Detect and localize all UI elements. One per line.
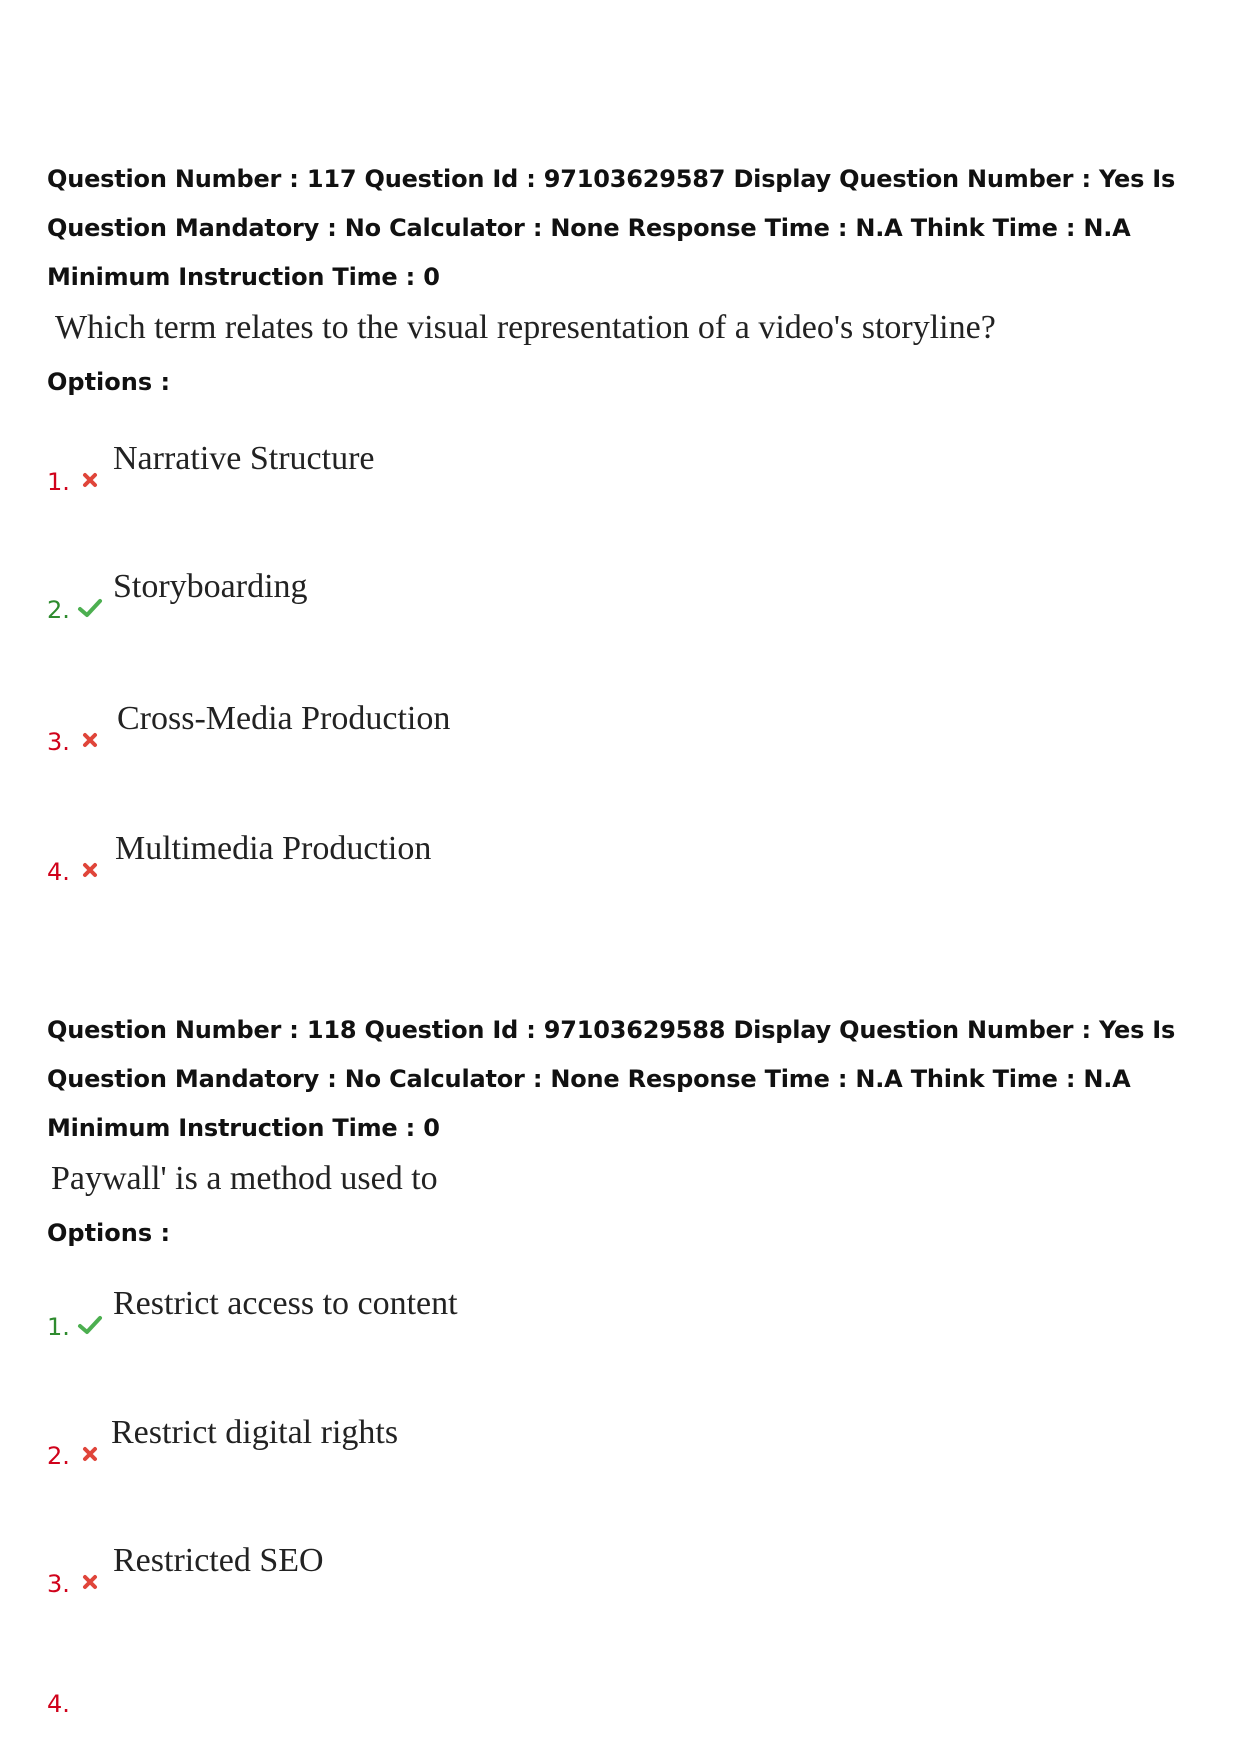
option-item[interactable]	[47, 830, 1047, 890]
option-text: Multimedia Production	[115, 830, 432, 867]
option-number: 3.	[47, 1570, 70, 1598]
cross-icon	[77, 728, 103, 752]
option-number: 2.	[47, 1442, 70, 1470]
option-item[interactable]	[47, 1285, 1047, 1345]
option-text: Cross-Media Production	[117, 700, 451, 737]
option-number: 4.	[47, 1690, 70, 1718]
option-item[interactable]	[47, 1662, 1047, 1722]
option-item[interactable]	[47, 1542, 1047, 1602]
option-text: Narrative Structure	[113, 440, 375, 477]
option-item[interactable]	[47, 1414, 1047, 1474]
question-text: Paywall' is a method used to	[51, 1160, 438, 1197]
option-item[interactable]	[47, 568, 1047, 628]
option-number: 4.	[47, 858, 70, 886]
option-text: Restricted SEO	[113, 1542, 324, 1579]
check-icon	[77, 596, 103, 620]
option-text: Restrict digital rights	[111, 1414, 399, 1451]
question-meta: Question Number : 118 Question Id : 97103629588 Display Question Number : Yes Is Question Mandatory : No Calculator : None Response Time : N.A Think Time : N.A Minimum Instruction Time : 0	[47, 1016, 1176, 1142]
cross-icon	[77, 1570, 103, 1594]
question-block-118	[47, 1006, 1207, 1255]
option-text: Restrict access to content	[113, 1285, 458, 1322]
question-text: Which term relates to the visual representation of a video's storyline?	[55, 309, 996, 346]
cross-icon	[77, 1442, 103, 1466]
option-number: 1.	[47, 1313, 70, 1341]
option-text: Storyboarding	[113, 568, 308, 605]
options-label: Options :	[47, 368, 171, 396]
option-number: 1.	[47, 468, 70, 496]
question-meta: Question Number : 117 Question Id : 97103629587 Display Question Number : Yes Is Question Mandatory : No Calculator : None Response Time : N.A Think Time : N.A Minimum Instruction Time : 0	[47, 165, 1176, 291]
cross-icon	[77, 468, 103, 492]
options-label: Options :	[47, 1219, 171, 1247]
option-number: 3.	[47, 728, 70, 756]
question-block-117	[47, 155, 1207, 404]
check-icon	[77, 1313, 103, 1337]
cross-icon	[77, 858, 103, 882]
option-item[interactable]	[47, 440, 1047, 500]
option-item[interactable]	[47, 700, 1047, 760]
option-number: 2.	[47, 596, 70, 624]
